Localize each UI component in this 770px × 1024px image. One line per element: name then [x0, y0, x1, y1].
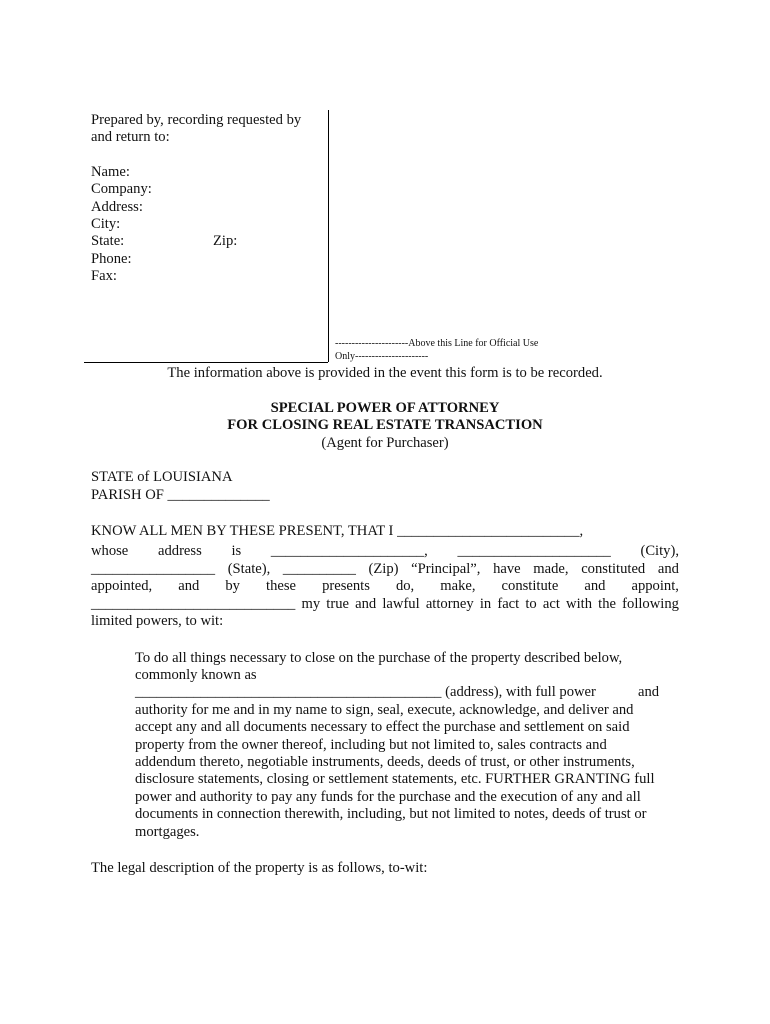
body-word: the	[598, 596, 616, 612]
body-word: following	[622, 596, 679, 612]
body-word: fact	[497, 596, 520, 612]
body-word: my	[301, 596, 321, 612]
city-blank: _____________________	[457, 543, 611, 559]
zip-label: Zip:	[213, 233, 238, 249]
body-word: is	[231, 543, 242, 559]
state-label: State:	[91, 233, 125, 249]
document-agent-type: (Agent for Purchaser)	[321, 435, 449, 451]
powers-line: and	[638, 684, 660, 700]
official-use-line-2: Only----------------------	[335, 351, 429, 362]
powers-line: documents in connection therewith, including, but not limited to notes, deeds of trust or	[135, 806, 647, 822]
body-word: attorney	[425, 596, 474, 612]
parish-heading: PARISH OF ______________	[91, 487, 270, 503]
prepared-by-line-2: and return to:	[91, 129, 170, 145]
body-word: whose	[91, 543, 129, 559]
header-bottom-rule	[84, 362, 328, 363]
address-label: Address:	[91, 199, 143, 215]
powers-line: addendum thereto, negotiable instruments, deeds, deeds of trust, or other instruments,	[135, 754, 635, 770]
body-word: with	[566, 596, 592, 612]
body-word: by	[225, 578, 240, 594]
body-word: true	[326, 596, 349, 612]
phone-label: Phone:	[91, 251, 132, 267]
powers-line: To do all things necessary to close on the purchase of the property described below,	[135, 650, 623, 666]
body-word: “Principal”,	[411, 561, 481, 577]
body-line-attorney	[91, 596, 679, 613]
name-label: Name:	[91, 164, 130, 180]
body-word: and	[657, 561, 679, 577]
document-title: SPECIAL POWER OF ATTORNEY	[270, 400, 500, 416]
body-word: have	[493, 561, 521, 577]
city-label: City:	[91, 216, 121, 232]
powers-line: mortgages.	[135, 824, 200, 840]
body-word: address	[158, 543, 202, 559]
body-word: and	[355, 596, 377, 612]
address-blank: _____________________,	[270, 543, 428, 559]
body-word: made,	[533, 561, 569, 577]
body-word: lawful	[382, 596, 420, 612]
state-blank: _________________	[91, 561, 216, 577]
body-word: (Zip)	[368, 561, 399, 577]
powers-line: property from the owner thereof, including but not limited to, sales contracts and	[135, 737, 607, 753]
body-word: and	[584, 578, 606, 594]
state-heading: STATE of LOUISIANA	[91, 469, 233, 485]
official-use-line-1: ----------------------Above this Line for Official Use	[335, 338, 539, 349]
body-word: constituted	[581, 561, 646, 577]
body-word: appointed,	[91, 578, 153, 594]
body-word: to	[525, 596, 537, 612]
header-vertical-divider	[328, 110, 329, 362]
body-word: and	[178, 578, 200, 594]
body-word: do,	[395, 578, 415, 594]
powers-line: commonly known as	[135, 667, 257, 683]
body-word: (City),	[640, 543, 679, 559]
body-word: in	[479, 596, 492, 612]
body-word: constitute	[501, 578, 559, 594]
body-line-address	[91, 543, 679, 560]
body-word: (State),	[227, 561, 271, 577]
powers-line: power and authority to pay any funds for the purchase and the execution of any and all	[135, 789, 641, 805]
document-subtitle: FOR CLOSING REAL ESTATE TRANSACTION	[227, 417, 543, 433]
body-word: act	[542, 596, 560, 612]
powers-line: authority for me and in my name to sign, seal, execute, acknowledge, and deliver and	[135, 702, 634, 718]
body-word: make,	[440, 578, 476, 594]
body-word: these	[266, 578, 297, 594]
know-all-men-line: KNOW ALL MEN BY THESE PRESENT, THAT I _________________________,	[91, 523, 584, 539]
limited-powers-line: limited powers, to wit:	[91, 613, 224, 629]
company-label: Company:	[91, 181, 152, 197]
property-address-blank: __________________________________________ (address), with full power	[135, 684, 596, 700]
body-line-state-zip	[91, 561, 679, 578]
body-word: appoint,	[631, 578, 679, 594]
recording-notice: The information above is provided in the event this form is to be recorded.	[167, 365, 603, 381]
body-word: presents	[322, 578, 370, 594]
powers-line: accept any and all documents necessary to effect the purchase and settlement on said	[135, 719, 630, 735]
zip-blank: __________	[282, 561, 356, 577]
prepared-by-line-1: Prepared by, recording requested by	[91, 112, 302, 128]
fax-label: Fax:	[91, 268, 117, 284]
legal-description-line: The legal description of the property is as follows, to-wit:	[91, 860, 428, 876]
body-line-appointed	[91, 578, 679, 595]
powers-line: disclosure statements, closing or settlement statements, etc. FURTHER GRANTING full	[135, 771, 655, 787]
attorney-blank: ____________________________	[91, 596, 296, 612]
